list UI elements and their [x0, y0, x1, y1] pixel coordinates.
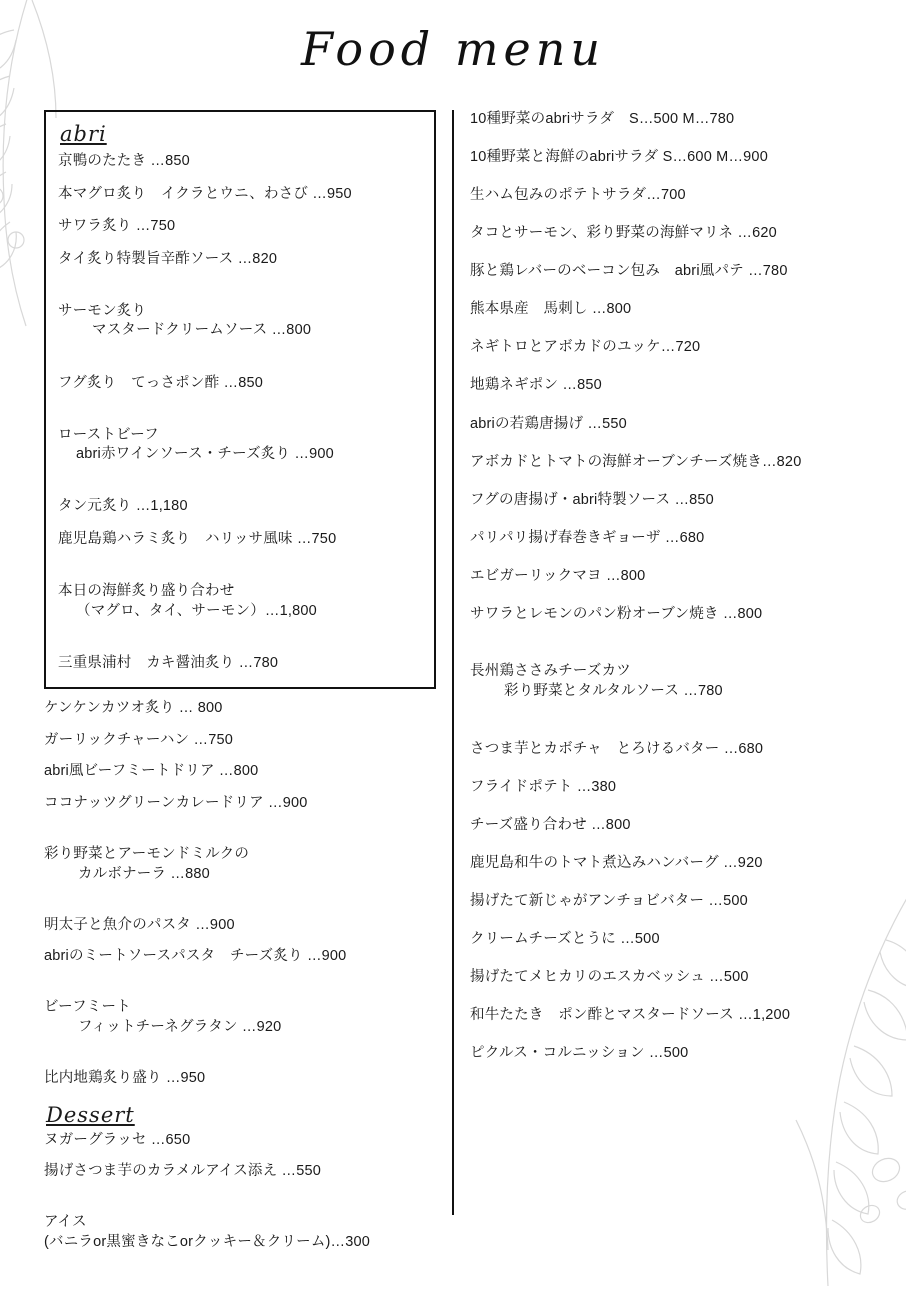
menu-item: パリパリ揚げ春巻きギョーザ …680 [470, 529, 705, 546]
section-heading-abri: abri [60, 122, 107, 146]
menu-item: 比内地鶏炙り盛り …950 [44, 1070, 206, 1087]
menu-item: 三重県浦村 カキ醤油炙り …780 [58, 654, 279, 671]
menu-item [58, 406, 422, 484]
menu-item-detail: フィットチーネグラタン …920 [78, 1019, 282, 1035]
menu-item [44, 826, 436, 904]
menu-item: 京鴨のたたき …850 [58, 153, 190, 169]
menu-item: 豚と鶏レバーのベーコン包み abri風パテ …780 [470, 263, 788, 280]
menu-item: フグ炙り てっさポン酢 …850 [58, 374, 263, 391]
menu-item: サワラとレモンのパン粉オーブン焼き …800 [470, 605, 763, 622]
menu-item [58, 282, 422, 360]
menu-item-detail: 彩り野菜とタルタルソース …780 [504, 683, 723, 699]
menu-item: abri風ビーフミートドリア …800 [44, 763, 259, 780]
column-divider [452, 110, 454, 1215]
menu-item: タコとサーモン、彩り野菜の海鮮マリネ …620 [470, 225, 777, 242]
menu-item: タン元炙り …1,180 [58, 498, 188, 515]
menu-item-name: 本日の海鮮炙り盛り合わせ [58, 583, 235, 599]
menu-item: 熊本県産 馬刺し …800 [470, 301, 632, 318]
menu-item [44, 1194, 436, 1272]
page-title [0, 22, 906, 76]
menu-item: ケンケンカツオ炙り … 800 [44, 700, 223, 717]
menu-item: サワラ炙り …750 [58, 218, 176, 235]
menu-item: アボカドとトマトの海鮮オーブンチーズ焼き…820 [470, 453, 802, 470]
menu-item-name: サーモン炙り [58, 302, 147, 319]
menu-item: ガーリックチャーハン …750 [44, 731, 233, 748]
menu-item: 明太子と魚介のパスタ …900 [44, 916, 235, 933]
menu-item-name: アイス [44, 1214, 87, 1231]
menu-item: abriのミートソースパスタ チーズ炙り …900 [44, 948, 347, 965]
menu-item: 10種野菜と海鮮のabriサラダ S…600 M…900 [470, 149, 768, 166]
menu-item [58, 562, 422, 640]
menu-item: タイ炙り特製旨辛酢ソース …820 [58, 250, 278, 267]
menu-item-name: 彩り野菜とアーモンドミルクの [44, 846, 250, 863]
menu-item: チーズ盛り合わせ …800 [470, 816, 631, 833]
menu-item-detail: abri赤ワインソース・チーズ炙り …900 [76, 446, 334, 463]
menu-item: 揚げさつま芋のカラメルアイス添え …550 [44, 1163, 322, 1180]
menu-item: 生ハム包みのポテトサラダ…700 [470, 187, 686, 204]
menu-item: 地鶏ネギポン …850 [470, 377, 602, 394]
menu-item: さつま芋とカボチャ とろけるバター …680 [470, 740, 764, 757]
menu-item: フライドポテト …380 [470, 778, 617, 795]
right-column [470, 110, 882, 1082]
menu-item-detail: （マグロ、タイ、サーモン）…1,800 [76, 602, 317, 619]
abri-boxed-section [44, 110, 436, 689]
menu-item: エビガーリックマヨ …800 [470, 567, 646, 584]
menu-item: ピクルス・コルニッション …500 [470, 1045, 689, 1062]
menu-item [470, 643, 882, 721]
page-title-text: Food menu [301, 22, 605, 76]
menu-item-name: ローストビーフ [58, 426, 159, 443]
section-heading-dessert: Dessert [46, 1102, 135, 1127]
menu-item-detail: カルボナーラ …880 [78, 865, 210, 882]
menu-item: ココナッツグリーンカレードリア …900 [44, 794, 308, 811]
menu-item [44, 979, 436, 1057]
menu-item: フグの唐揚げ・abri特製ソース …850 [470, 491, 714, 508]
menu-item-name: ビーフミート [44, 999, 131, 1016]
menu-item: 鹿児島鶏ハラミ炙り ハリッサ風味 …750 [58, 530, 337, 547]
menu-item: 和牛たたき ポン酢とマスタードソース …1,200 [470, 1007, 791, 1024]
menu-item: 揚げたて新じゃがアンチョビバター …500 [470, 892, 748, 909]
menu-item: ネギトロとアボカドのユッケ…720 [470, 339, 701, 356]
menu-item-detail: マスタードクリームソース …800 [92, 322, 312, 339]
menu-item: 10種野菜のabriサラダ S…500 M…780 [470, 111, 735, 127]
menu-item: 揚げたてメヒカリのエスカベッシュ …500 [470, 969, 749, 985]
left-column [44, 110, 436, 1284]
menu-item: ヌガーグラッセ …650 [44, 1131, 191, 1148]
menu-item: クリームチーズとうに …500 [470, 930, 660, 947]
menu-item: 鹿児島和牛のトマト煮込みハンバーグ …920 [470, 854, 763, 871]
menu-item: 本マグロ炙り イクラとウニ、わさび …950 [58, 185, 352, 202]
menu-item-detail: (バニラor黒蜜きなこorクッキー＆クリーム)…300 [44, 1233, 371, 1250]
menu-item: abriの若鶏唐揚げ …550 [470, 415, 627, 432]
menu-item-name: 長州鶏ささみチーズカツ [470, 663, 631, 680]
